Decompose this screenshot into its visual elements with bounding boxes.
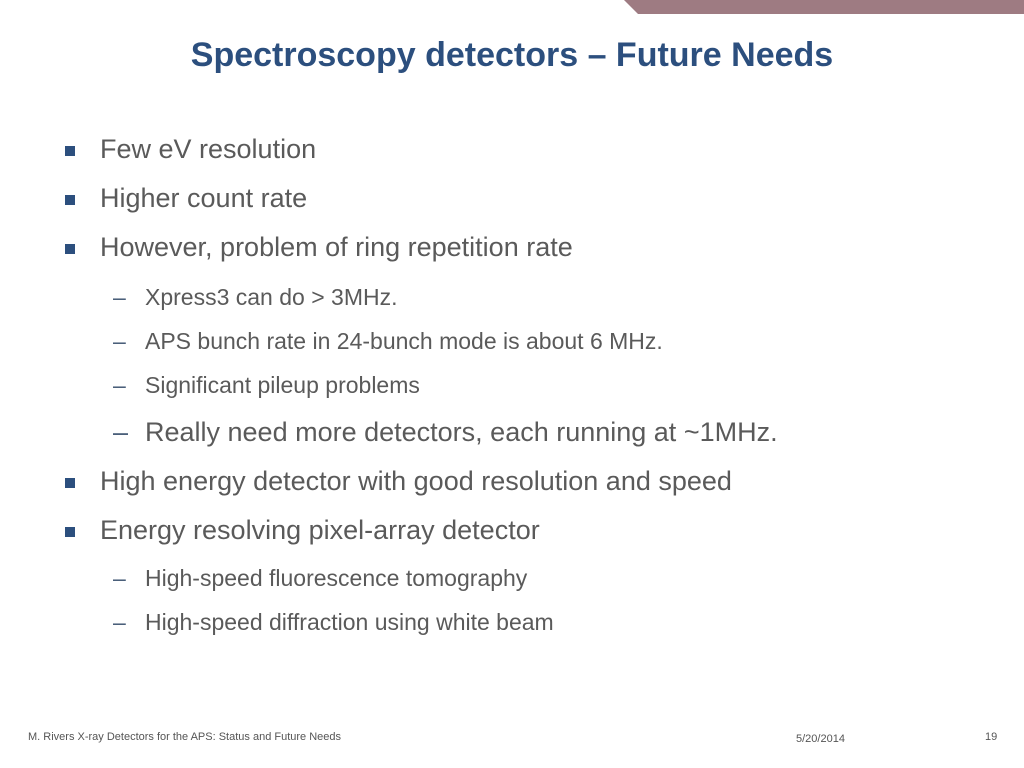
decorative-top-bar xyxy=(624,0,1024,14)
dash-icon: – xyxy=(113,284,126,310)
sub-bullet-text: Significant pileup problems xyxy=(145,372,420,398)
footer-date: 5/20/2014 xyxy=(796,733,845,745)
slide-title: Spectroscopy detectors – Future Needs xyxy=(190,36,834,74)
dash-icon: – xyxy=(113,372,126,398)
bullet-text: Energy resolving pixel-array detector xyxy=(100,515,540,545)
dash-icon: – xyxy=(113,328,126,354)
bullet-text: Higher count rate xyxy=(100,183,308,213)
dash-icon: – xyxy=(113,417,129,447)
sub-bullet-text: APS bunch rate in 24-bunch mode is about 6 MHz. xyxy=(145,328,663,354)
square-bullet-icon xyxy=(65,195,75,205)
footer-page-number: 19 xyxy=(985,731,998,743)
bullet-text: However, problem of ring repetition rate xyxy=(100,232,573,262)
square-bullet-icon xyxy=(65,146,75,156)
sub-bullet-text: High-speed diffraction using white beam xyxy=(145,609,554,635)
square-bullet-icon xyxy=(65,527,75,537)
sub-bullet-text: Xpress3 can do > 3MHz. xyxy=(145,284,398,310)
square-bullet-icon xyxy=(65,478,75,488)
sub-bullet-text: High-speed fluorescence tomography xyxy=(145,565,528,591)
dash-icon: – xyxy=(113,609,126,635)
bullet-text: Few eV resolution xyxy=(100,134,317,164)
dash-icon: – xyxy=(113,565,126,591)
square-bullet-icon xyxy=(65,244,75,254)
footer-presentation-title: M. Rivers X-ray Detectors for the APS: Status and Future Needs xyxy=(28,731,342,743)
sub-bullet-text: Really need more detectors, each running at ~1MHz. xyxy=(145,417,778,447)
bullet-text: High energy detector with good resolution and speed xyxy=(100,466,732,496)
